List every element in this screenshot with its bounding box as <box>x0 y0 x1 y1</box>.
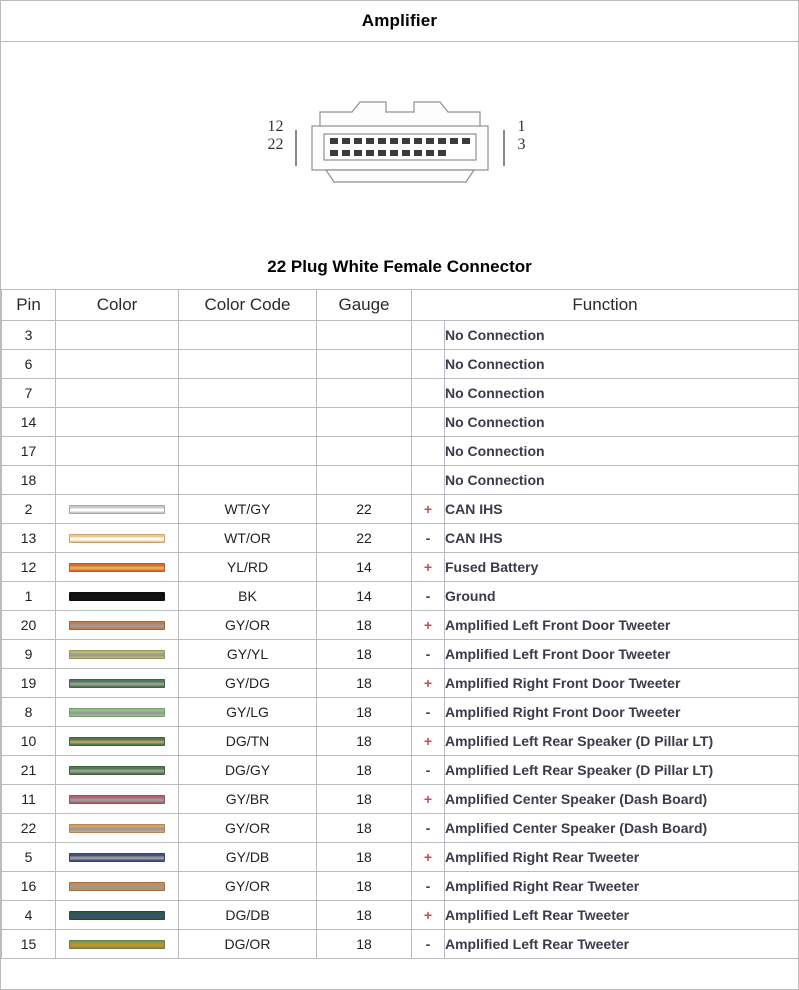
table-row <box>2 582 799 611</box>
cell-polarity: - <box>412 872 445 901</box>
cell-gauge: 18 <box>317 785 412 814</box>
cell-gauge: 18 <box>317 930 412 959</box>
cell-color-code: DG/DB <box>179 901 317 930</box>
table-row <box>2 495 799 524</box>
cell-gauge <box>317 321 412 350</box>
cell-color-code: WT/OR <box>179 524 317 553</box>
cell-gauge: 18 <box>317 814 412 843</box>
cell-function: Amplified Left Rear Speaker (D Pillar LT) <box>445 756 799 785</box>
cell-function: Ground <box>445 582 799 611</box>
wire-stripe <box>70 943 164 946</box>
table-row <box>2 553 799 582</box>
cell-wire-color <box>56 785 179 814</box>
cell-wire-color <box>56 930 179 959</box>
cell-pin: 7 <box>2 379 56 408</box>
cell-function: No Connection <box>445 466 799 495</box>
cell-polarity: + <box>412 495 445 524</box>
cell-pin: 11 <box>2 785 56 814</box>
cell-polarity: - <box>412 524 445 553</box>
cell-gauge <box>317 466 412 495</box>
cell-color-code: WT/GY <box>179 495 317 524</box>
cell-color-code: DG/OR <box>179 930 317 959</box>
cell-color-code: GY/DG <box>179 669 317 698</box>
cell-gauge <box>317 408 412 437</box>
cell-function: CAN IHS <box>445 495 799 524</box>
cell-gauge: 18 <box>317 872 412 901</box>
cell-pin: 14 <box>2 408 56 437</box>
column-header-pin: Pin <box>2 290 56 321</box>
table-row <box>2 727 799 756</box>
page-header <box>1 1 798 42</box>
column-header-color-code: Color Code <box>179 290 317 321</box>
connector-label-left-top: 12 <box>267 117 284 135</box>
cell-gauge: 18 <box>317 640 412 669</box>
cell-function: No Connection <box>445 321 799 350</box>
wire-swatch <box>69 679 165 688</box>
cell-wire-color <box>56 843 179 872</box>
table-row <box>2 466 799 495</box>
cell-gauge: 18 <box>317 698 412 727</box>
pinout-table <box>1 289 799 959</box>
table-row <box>2 379 799 408</box>
cell-polarity: - <box>412 582 445 611</box>
wire-swatch <box>69 505 165 514</box>
cell-function: Amplified Center Speaker (Dash Board) <box>445 814 799 843</box>
wire-stripe <box>70 769 164 772</box>
wire-stripe <box>70 508 164 511</box>
cell-gauge <box>317 379 412 408</box>
table-row <box>2 872 799 901</box>
cell-gauge: 14 <box>317 553 412 582</box>
connector-label-right-bottom: 3 <box>517 135 526 153</box>
cell-function: No Connection <box>445 379 799 408</box>
cell-wire-color <box>56 495 179 524</box>
cell-color-code <box>179 437 317 466</box>
table-row <box>2 408 799 437</box>
wire-swatch <box>69 766 165 775</box>
cell-pin: 22 <box>2 814 56 843</box>
cell-color-code: GY/DB <box>179 843 317 872</box>
cell-function: Amplified Right Front Door Tweeter <box>445 669 799 698</box>
pinout-table-body <box>2 321 799 959</box>
wire-swatch <box>69 795 165 804</box>
cell-polarity: + <box>412 553 445 582</box>
cell-function: Amplified Right Rear Tweeter <box>445 872 799 901</box>
table-row <box>2 524 799 553</box>
table-row <box>2 901 799 930</box>
cell-color-code <box>179 321 317 350</box>
wire-stripe <box>70 856 164 859</box>
cell-function: No Connection <box>445 408 799 437</box>
cell-wire-color <box>56 524 179 553</box>
cell-pin: 3 <box>2 321 56 350</box>
cell-polarity: + <box>412 843 445 872</box>
table-header-row <box>2 290 799 321</box>
table-row <box>2 611 799 640</box>
cell-polarity <box>412 321 445 350</box>
cell-function: No Connection <box>445 350 799 379</box>
cell-polarity: - <box>412 930 445 959</box>
cell-polarity: - <box>412 756 445 785</box>
cell-wire-color <box>56 379 179 408</box>
cell-color-code: GY/BR <box>179 785 317 814</box>
column-header-color: Color <box>56 290 179 321</box>
wire-stripe <box>70 711 164 714</box>
wire-swatch <box>69 563 165 572</box>
table-row <box>2 930 799 959</box>
wire-stripe <box>70 827 164 830</box>
cell-gauge: 18 <box>317 669 412 698</box>
column-header-function: Function <box>412 290 799 321</box>
cell-polarity: - <box>412 640 445 669</box>
table-row <box>2 756 799 785</box>
cell-polarity: + <box>412 727 445 756</box>
cell-gauge: 22 <box>317 495 412 524</box>
cell-gauge <box>317 350 412 379</box>
wire-swatch <box>69 592 165 601</box>
cell-function: Amplified Right Front Door Tweeter <box>445 698 799 727</box>
cell-polarity: + <box>412 669 445 698</box>
table-row <box>2 843 799 872</box>
cell-function: Fused Battery <box>445 553 799 582</box>
cell-color-code: DG/GY <box>179 756 317 785</box>
cell-function: Amplified Left Front Door Tweeter <box>445 611 799 640</box>
cell-color-code <box>179 379 317 408</box>
wire-swatch <box>69 737 165 746</box>
cell-pin: 13 <box>2 524 56 553</box>
table-row <box>2 814 799 843</box>
table-row <box>2 785 799 814</box>
cell-function: No Connection <box>445 437 799 466</box>
cell-function: Amplified Right Rear Tweeter <box>445 843 799 872</box>
wire-stripe <box>70 566 164 569</box>
wire-stripe <box>70 885 164 888</box>
cell-pin: 10 <box>2 727 56 756</box>
cell-wire-color <box>56 408 179 437</box>
cell-color-code <box>179 350 317 379</box>
cell-pin: 6 <box>2 350 56 379</box>
cell-wire-color <box>56 582 179 611</box>
wire-swatch <box>69 708 165 717</box>
connector-diagram <box>1 42 798 257</box>
cell-polarity <box>412 350 445 379</box>
wire-swatch <box>69 853 165 862</box>
cell-wire-color <box>56 466 179 495</box>
wire-swatch <box>69 534 165 543</box>
cell-polarity: - <box>412 814 445 843</box>
cell-wire-color <box>56 437 179 466</box>
cell-function: Amplified Left Rear Tweeter <box>445 930 799 959</box>
cell-color-code <box>179 466 317 495</box>
cell-polarity <box>412 379 445 408</box>
page-title: Amplifier <box>361 11 438 30</box>
connector-caption: 22 Plug White Female Connector <box>267 257 532 276</box>
table-row <box>2 321 799 350</box>
wire-swatch <box>69 882 165 891</box>
wire-stripe <box>70 740 164 743</box>
cell-color-code: GY/OR <box>179 814 317 843</box>
cell-pin: 15 <box>2 930 56 959</box>
wire-swatch <box>69 911 165 920</box>
cell-wire-color <box>56 553 179 582</box>
cell-wire-color <box>56 321 179 350</box>
cell-gauge: 14 <box>317 582 412 611</box>
table-row <box>2 698 799 727</box>
cell-pin: 2 <box>2 495 56 524</box>
column-header-gauge: Gauge <box>317 290 412 321</box>
cell-color-code: DG/TN <box>179 727 317 756</box>
cell-polarity: + <box>412 785 445 814</box>
wire-stripe <box>70 595 164 598</box>
cell-color-code <box>179 408 317 437</box>
cell-pin: 20 <box>2 611 56 640</box>
cell-function: Amplified Left Front Door Tweeter <box>445 640 799 669</box>
cell-wire-color <box>56 872 179 901</box>
cell-polarity: + <box>412 901 445 930</box>
wire-swatch <box>69 650 165 659</box>
wire-stripe <box>70 914 164 917</box>
cell-gauge <box>317 437 412 466</box>
cell-polarity: - <box>412 698 445 727</box>
cell-pin: 8 <box>2 698 56 727</box>
cell-wire-color <box>56 698 179 727</box>
cell-gauge: 18 <box>317 727 412 756</box>
cell-color-code: GY/LG <box>179 698 317 727</box>
cell-color-code: GY/OR <box>179 611 317 640</box>
cell-pin: 16 <box>2 872 56 901</box>
cell-polarity <box>412 408 445 437</box>
wire-stripe <box>70 798 164 801</box>
cell-wire-color <box>56 814 179 843</box>
table-row <box>2 640 799 669</box>
cell-function: Amplified Left Rear Speaker (D Pillar LT) <box>445 727 799 756</box>
wire-stripe <box>70 537 164 540</box>
cell-gauge: 18 <box>317 756 412 785</box>
cell-wire-color <box>56 901 179 930</box>
cell-polarity: + <box>412 611 445 640</box>
cell-pin: 4 <box>2 901 56 930</box>
wire-swatch <box>69 824 165 833</box>
table-row <box>2 669 799 698</box>
cell-wire-color <box>56 669 179 698</box>
wire-stripe <box>70 682 164 685</box>
cell-function: Amplified Center Speaker (Dash Board) <box>445 785 799 814</box>
cell-color-code: BK <box>179 582 317 611</box>
wire-stripe <box>70 653 164 656</box>
cell-color-code: GY/OR <box>179 872 317 901</box>
wire-swatch <box>69 621 165 630</box>
cell-color-code: GY/YL <box>179 640 317 669</box>
cell-pin: 19 <box>2 669 56 698</box>
cell-pin: 17 <box>2 437 56 466</box>
cell-wire-color <box>56 611 179 640</box>
cell-polarity <box>412 437 445 466</box>
cell-gauge: 18 <box>317 901 412 930</box>
cell-color-code: YL/RD <box>179 553 317 582</box>
wire-swatch <box>69 940 165 949</box>
cell-pin: 1 <box>2 582 56 611</box>
wire-stripe <box>70 624 164 627</box>
cell-function: Amplified Left Rear Tweeter <box>445 901 799 930</box>
cell-wire-color <box>56 727 179 756</box>
cell-wire-color <box>56 756 179 785</box>
cell-pin: 12 <box>2 553 56 582</box>
cell-gauge: 18 <box>317 611 412 640</box>
cell-wire-color <box>56 640 179 669</box>
cell-gauge: 22 <box>317 524 412 553</box>
cell-pin: 5 <box>2 843 56 872</box>
cell-gauge: 18 <box>317 843 412 872</box>
cell-function: CAN IHS <box>445 524 799 553</box>
connector-label-left-bottom: 22 <box>267 135 284 153</box>
cell-polarity <box>412 466 445 495</box>
connector-illustration <box>290 90 510 210</box>
cell-wire-color <box>56 350 179 379</box>
cell-pin: 9 <box>2 640 56 669</box>
connector-label-right-top: 1 <box>517 117 526 135</box>
cell-pin: 21 <box>2 756 56 785</box>
table-row <box>2 350 799 379</box>
cell-pin: 18 <box>2 466 56 495</box>
table-row <box>2 437 799 466</box>
